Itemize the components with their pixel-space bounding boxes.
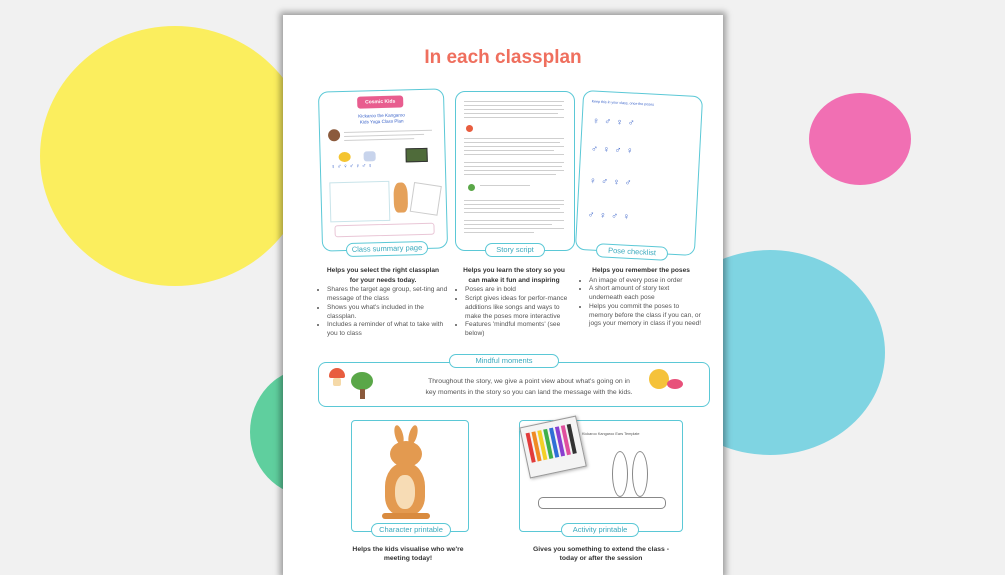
pose-row-4: ♂ ♀ ♂ ♀ xyxy=(587,209,630,222)
pink-circle-decoration xyxy=(809,93,911,185)
story-script-label: Story script xyxy=(485,243,545,257)
list-item: • Includes a reminder of what to take with you to class xyxy=(327,321,449,338)
tree-trunk-icon xyxy=(360,389,365,399)
mindful-text-line2: key moments in the story so you can land the message with the kids. xyxy=(425,389,633,396)
ear-outline-right xyxy=(632,451,648,497)
character-printable-card xyxy=(351,420,469,532)
story-script-card xyxy=(455,91,575,251)
list-item: • Features 'mindful moments' (see below) xyxy=(465,321,573,338)
list-item: • Poses are in bold xyxy=(465,286,573,295)
class-summary-card xyxy=(318,88,448,251)
mindful-text-line1: Throughout the story, we give a point view about what's going on in xyxy=(428,378,630,385)
character-caption-line1: Helps the kids visualise who we're xyxy=(352,546,464,553)
mindful-moments-label: Mindful moments xyxy=(449,354,559,368)
pose-row-1: ♀ ♂ ♀ ♂ xyxy=(592,115,635,128)
ears-thumbnail xyxy=(410,182,442,216)
classplan-page xyxy=(283,15,723,575)
brand-logo: Cosmic Kids xyxy=(357,95,403,108)
tree-marker-icon xyxy=(468,184,475,191)
pose-figures-row: ♀ ♂ ♀ ♂ ♀ ♂ ♀ xyxy=(330,163,373,171)
list-item: • Shows you what's included in the classplan. xyxy=(327,304,449,321)
screen-icon xyxy=(405,148,427,163)
list-item: • Shares the target age group, set-ting and message of the class xyxy=(327,286,449,303)
headband-outline xyxy=(538,497,666,509)
summary-title-line2: Kids Yoga Class Plan xyxy=(359,118,404,125)
pose-checklist-intro: Keep this in your class, once the poses xyxy=(591,99,655,107)
list-item: • Script gives ideas for perfor-mance additions like songs and ways to make the poses more interactive xyxy=(465,295,573,321)
people-icon xyxy=(364,151,376,161)
kangaroo-feet xyxy=(382,513,430,519)
mushroom-marker-icon xyxy=(466,125,473,132)
bird-wing-icon xyxy=(667,379,683,389)
pose-grid-box xyxy=(329,181,390,223)
crayon-box xyxy=(519,416,587,479)
bird-icon xyxy=(649,369,669,389)
ear-outline-left xyxy=(612,451,628,497)
yellow-circle-decoration xyxy=(40,26,310,286)
pose-checklist-label: Pose checklist xyxy=(596,243,669,261)
summary-description: Helps you select the right classplan for your needs today. • Shares the target age group, set-ting and message of the class • Shows you what's included in the classplan. • Includes a reminder of what to take with you to class xyxy=(317,267,449,339)
page-title: In each classplan xyxy=(424,47,582,68)
character-caption-line2: meeting today! xyxy=(383,555,433,562)
mindful-moments-box xyxy=(318,362,710,407)
class-summary-label: Class summary page xyxy=(346,241,428,257)
mushroom-stem-icon xyxy=(333,378,341,386)
pose-checklist-card xyxy=(575,90,703,256)
activity-caption-line1: Gives you something to extend the class - xyxy=(533,546,669,553)
activity-printable-card xyxy=(519,420,683,532)
character-printable-label: Character printable xyxy=(371,523,451,537)
host-avatar xyxy=(328,129,340,141)
kangaroo-thumbnail xyxy=(393,182,408,212)
weather-icon xyxy=(339,152,351,162)
script-description: Helps you learn the story so you can make it fun and inspiring • Poses are in bold • Script gives ideas for perfor-mance additions like songs and ways to make the poses more interactive • Features 'mindful moments' (see below) xyxy=(455,267,573,339)
activity-caption-line2: today or after the session xyxy=(559,555,643,562)
poses-description: Helps you remember the poses • An image of every pose in order • A short amount of story text underneath each pose • Helps you commit the poses to memory before the class if you can, or jogs your memory in class if you need! xyxy=(579,267,703,329)
list-item: • An image of every pose in order xyxy=(589,277,703,286)
pose-row-3: ♀ ♂ ♀ ♂ xyxy=(589,175,632,188)
list-item: • A short amount of story text underneath each pose xyxy=(589,285,703,302)
reminder-box xyxy=(334,223,434,238)
mushroom-icon xyxy=(329,368,345,378)
activity-printable-label: Activity printable xyxy=(561,523,639,537)
tree-icon xyxy=(351,372,373,390)
activity-sheet-title: Kickaroo Kangaroo Ears Template xyxy=(582,432,640,436)
list-item: • Helps you commit the poses to memory before the class if you can, or jogs your memory in class if you need! xyxy=(589,303,703,329)
kangaroo-belly xyxy=(395,475,415,509)
pose-row-2: ♂ ♀ ♂ ♀ xyxy=(590,143,634,156)
summary-title-line1: Kickaroo the Kangaroo xyxy=(358,112,405,119)
